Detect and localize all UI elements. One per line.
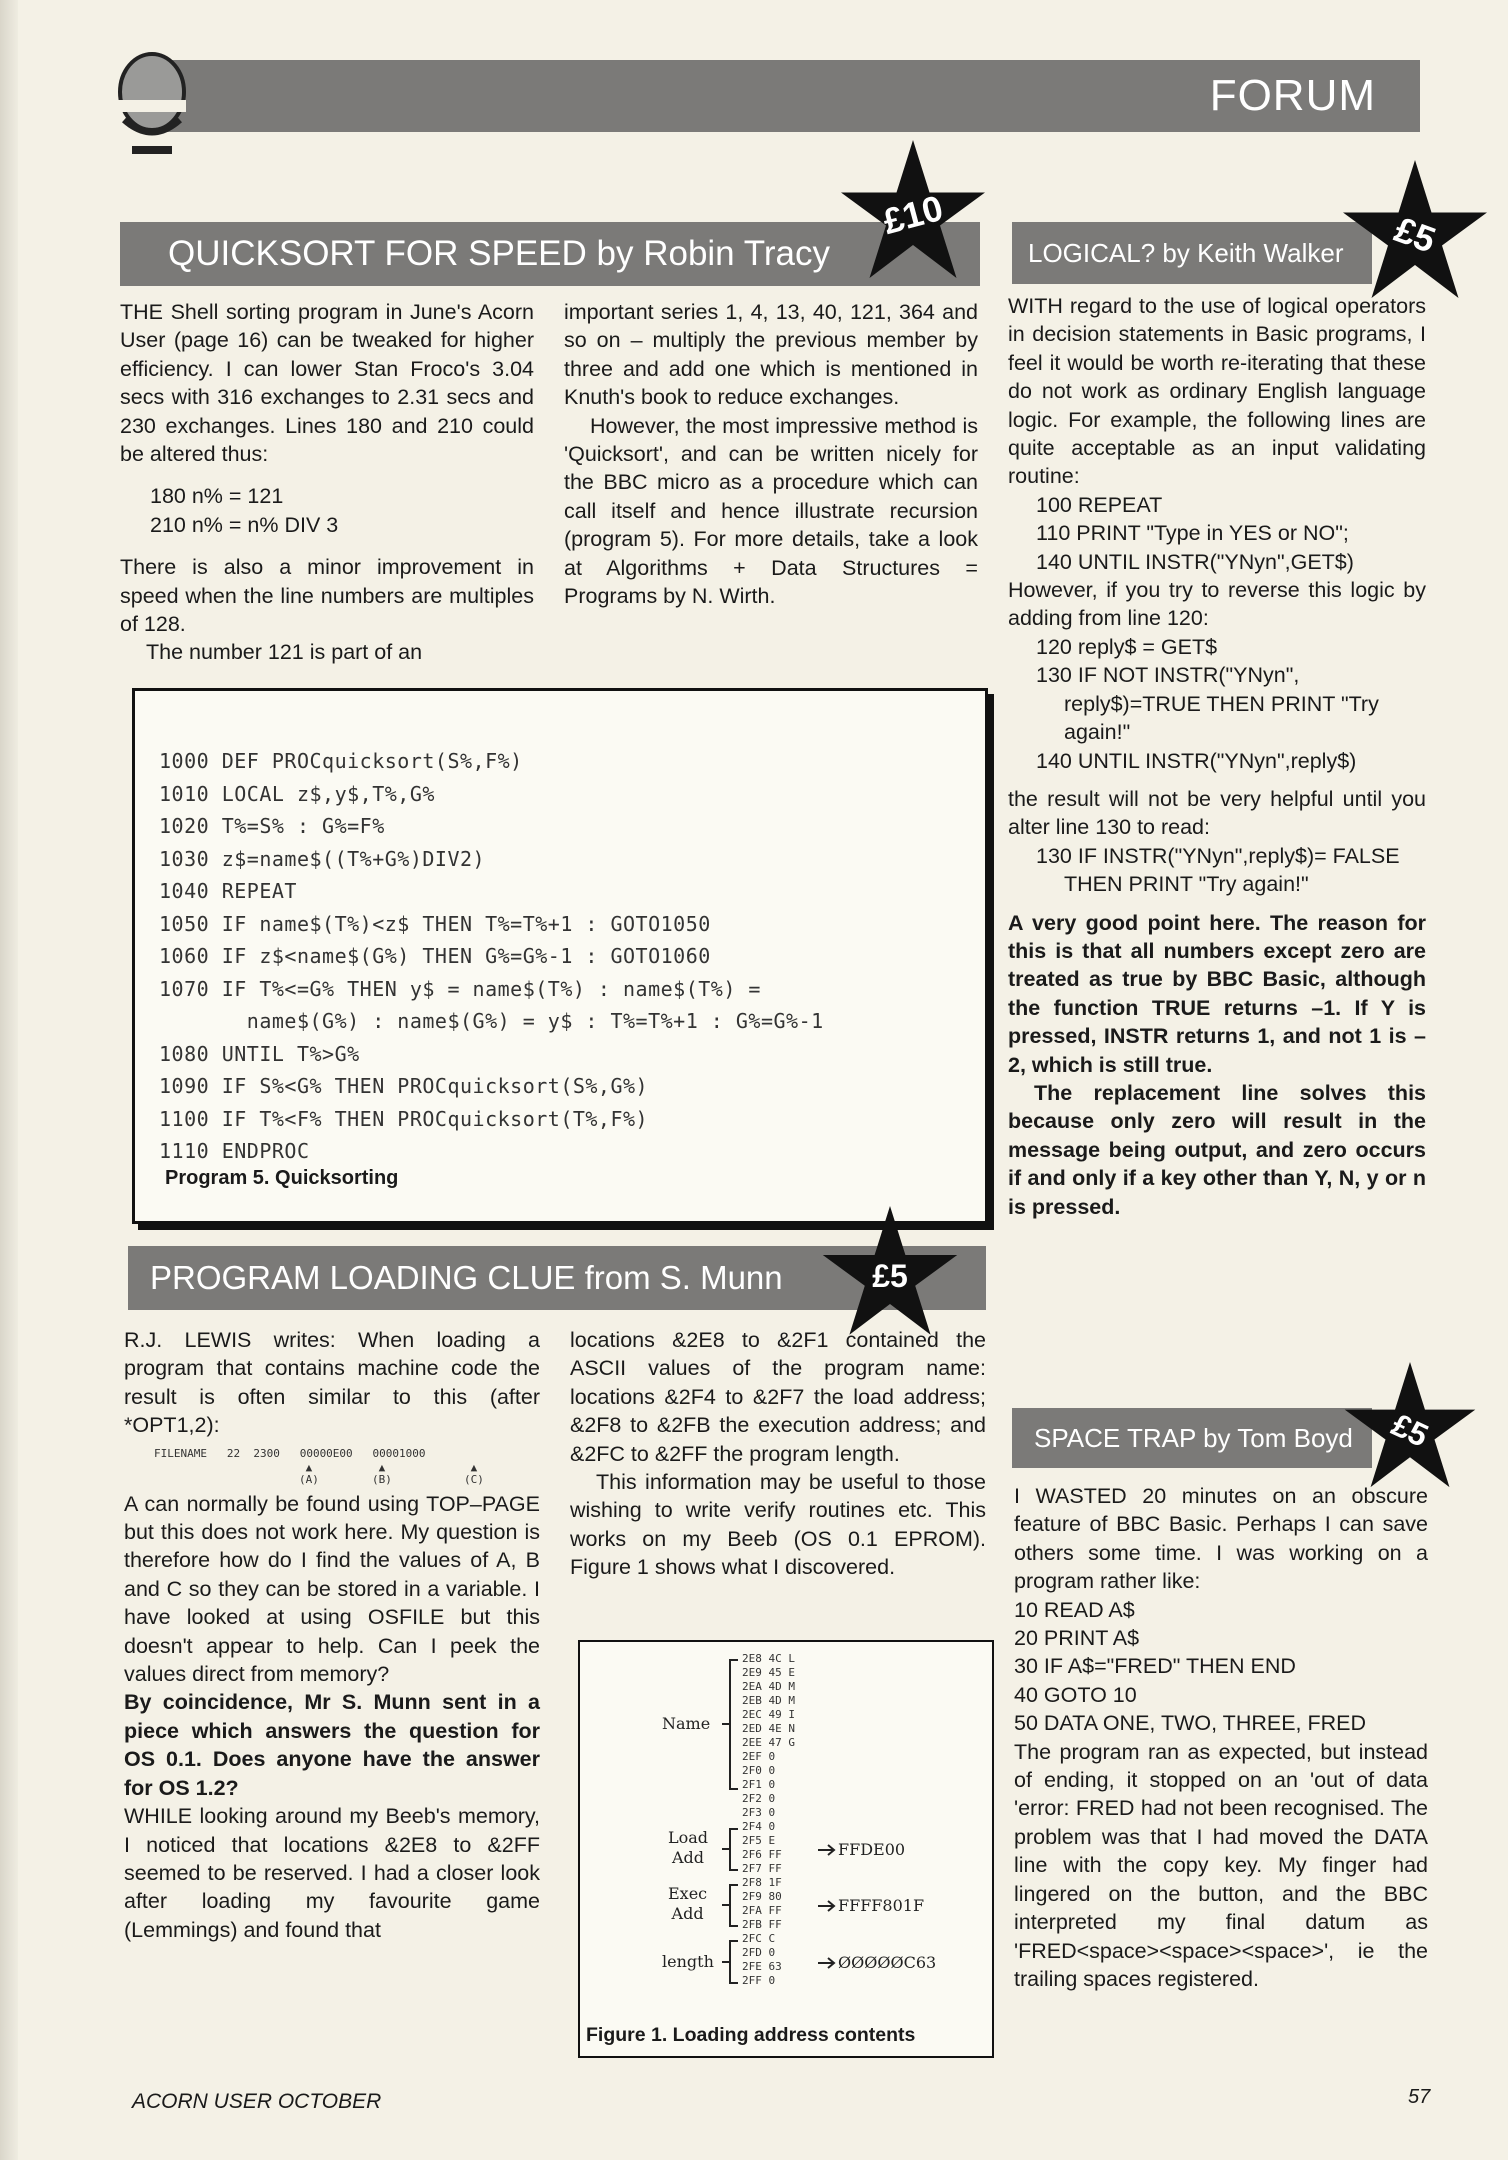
prize-star-5-logical-label: £5 [1389,208,1441,261]
prize-star-5-space-label: £5 [1386,1405,1434,1454]
figure-label-exec: Exec Add [668,1884,708,1923]
listing-line: 1010 LOCAL z$,y$,T%,G% [159,781,435,806]
egg-logo-icon [112,50,192,165]
memory-row: 2EF 0 [742,1750,776,1763]
logical-code-line: 110 PRINT "Type in YES or NO"; [1036,521,1349,546]
figure-value-length: ØØØØØC63 [838,1953,937,1972]
memory-row: 2F3 0 [742,1806,776,1819]
space-code-line: 10 READ A$ [1014,1597,1135,1622]
logical-code-line: 130 IF INSTR("YNyn",reply$)= FALSE THEN PRINT "Try again!" [1036,843,1400,897]
space-code-line: 40 GOTO 10 [1014,1682,1137,1707]
listing-line: 1000 DEF PROCquicksort(S%,F%) [159,749,523,773]
space-p2: The program ran as expected, but instead of ending, it stopped on an 'out of data 'error: FRED had not been recognised. The problem was that I had moved the DATA line with the copy key. My finger had lingered on the button, and the BBC interpreted my final datum as 'FRED<space><space><space>', ie the trailing spaces registered. [1014,1739,1428,1991]
listing-line: name$(G%) : name$(G%) = y$ : T%=T%+1 : G%=G%-1 [159,1009,824,1033]
prize-star-5-loading-label: £5 [872,1257,908,1294]
quicksort-right-p1: important series 1, 4, 13, 40, 121, 364 and so on – multiply the previous member by three and add one which is mentioned in Knuth's book to reduce exchanges. [564,300,978,410]
memory-row: 2F5 E [742,1834,776,1847]
memory-row: 2EC 49 I [742,1708,795,1721]
program-listing [159,745,824,1168]
space-p1: I WASTED 20 minutes on an obscure feature of BBC Basic. Perhaps I can save others some time. I was working on a program rather like: [1014,1484,1428,1594]
listing-line: 1070 IF T%<=G% THEN y$ = name$(T%) : name$(T%) = [159,976,761,1001]
space-code-line: 50 DATA ONE, TWO, THREE, FRED [1014,1711,1367,1736]
loading-left-column [124,1326,540,1944]
memory-row: 2F4 0 [742,1820,776,1833]
prize-star-10 [838,140,988,290]
listing-line: 1090 IF S%<G% THEN PROCquicksort(S%,G%) [159,1074,649,1098]
marker-b: ▲ (B) [372,1460,392,1486]
quicksort-code-line: 210 n% = n% DIV 3 [150,512,339,537]
logical-code-line: 120 reply$ = GET$ [1036,634,1218,659]
memory-row: 2FA FF [742,1904,782,1917]
program-listing-box [132,688,988,1224]
listing-line: 1050 IF name$(T%)<z$ THEN T%=T%+1 : GOTO1050 [159,911,711,936]
memory-row: 2EB 4D M [742,1694,795,1707]
footer-page-number: 57 [1408,2086,1431,2108]
listing-line: 1020 T%=S% : G%=F% [159,814,385,838]
loading-left-p2: A can normally be found using TOP–PAGE but this does not work here. My question is therefore how do I find the values of A, B and C so they can be stored in a variable. I have looked at using OSFILE but this doesn't appear to help. Can I peek the values direct from memory? [124,1491,540,1687]
logical-code-line: 130 IF NOT INSTR("YNyn", reply$)=TRUE THEN PRINT "Try again!" [1036,663,1379,745]
space-column [1014,1482,1428,1993]
logical-column [1008,292,1426,1221]
logical-code-line: 140 UNTIL INSTR("YNyn",reply$) [1036,748,1357,773]
memory-row: 2EA 4D M [742,1680,795,1693]
memory-row: 2FD 0 [742,1946,776,1959]
figure-label-load: Load Add [668,1828,709,1867]
forum-header-bar [142,60,1420,132]
listing-line: 1080 UNTIL T%>G% [159,1041,360,1066]
marker-c: ▲ (C) [464,1460,484,1486]
memory-row: 2FE 63 [742,1960,782,1973]
listing-line: 1060 IF z$<name$(G%) THEN G%=G%-1 : GOTO1060 [159,944,711,968]
space-title-bar [1012,1408,1372,1468]
quicksort-left-p2: There is also a minor improvement in speed when the line numbers are multiples of 128. [120,555,534,637]
memory-row: 2F8 1F [742,1876,782,1889]
loading-right-p2: This information may be useful to those wishing to write verify routines etc. This works on my Beeb (OS 0.1 EPROM). Figure 1 shows what I discovered. [570,1470,986,1580]
filename-line: FILENAME 22 2300 00000E00 00001000 [154,1446,426,1460]
memory-row: 2F1 0 [742,1778,776,1791]
memory-row: 2FF 0 [742,1974,776,1987]
memory-row: 2FB FF [742,1918,782,1931]
quicksort-code-line: 180 n% = 121 [150,484,284,509]
abc-markers [124,1462,540,1490]
marker-a: ▲ (A) [299,1460,319,1486]
figure-value-exec: FFFF801F [838,1896,925,1915]
forum-header-title: FORUM [1209,71,1376,120]
quicksort-title: QUICKSORT FOR SPEED by Robin Tracy [168,234,830,273]
logical-title-bar [1012,222,1372,284]
loading-left-bold: By coincidence, Mr S. Munn sent in a piece which answers the question for OS 0.1. Does anyone have the answer for OS 1.2? [124,1690,540,1800]
quicksort-left-column [120,298,534,667]
space-title: SPACE TRAP by Tom Boyd [1034,1422,1353,1453]
memory-row: 2F2 0 [742,1792,776,1805]
page-binding-shadow [0,0,18,2160]
loading-left-p3: WHILE looking around my Beeb's memory, I noticed that locations &2E8 to &2FF seemed to be reserved. I had a closer look after loading my favourite game (Lemmings) and found that [124,1804,540,1942]
figure-value-load: FFDE00 [838,1840,906,1859]
figure-brackets [580,1642,992,2056]
prize-star-5-space [1342,1362,1478,1498]
memory-row: 2FC C [742,1932,776,1945]
logical-p3: the result will not be very helpful until you alter line 130 to read: [1008,786,1426,840]
memory-row: 2E8 4C L [742,1652,795,1665]
memory-row: 2F7 FF [742,1862,782,1875]
memory-row: 2E9 45 E [742,1666,795,1679]
memory-row: 2F0 0 [742,1764,776,1777]
listing-line: 1040 REPEAT [159,879,297,903]
quicksort-left-p1: THE Shell sorting program in June's Acorn User (page 16) can be tweaked for higher efficiency. I can lower Stan Froco's 3.04 secs with 316 exchanges to 2.31 secs and 230 exchanges. Lines 180 and 210 could be altered thus: [120,300,534,467]
figure-label-length: length [662,1952,714,1971]
loading-right-column [570,1326,986,1582]
logical-code-line: 100 REPEAT [1036,492,1163,517]
listing-line: 1030 z$=name$((T%+G%)DIV2) [159,846,486,871]
listing-line: 1110 ENDPROC [159,1139,310,1163]
loading-left-p1: R.J. LEWIS writes: When loading a program that contains machine code the result is often similar to this (after *OPT1,2): [124,1328,540,1438]
logical-p2: However, if you try to reverse this logic by adding from line 120: [1008,578,1426,631]
logical-answer-2: The replacement line solves this because only zero will result in the message being output, and zero occurs if and only if a key other than Y, N, y or n is pressed. [1008,1080,1426,1219]
logical-code-line: 140 UNTIL INSTR("YNyn",GET$) [1036,549,1354,574]
listing-line: 1100 IF T%<F% THEN PROCquicksort(T%,F%) [159,1106,649,1131]
memory-row: 2ED 4E N [742,1722,795,1735]
memory-row: 2EE 47 G [742,1736,795,1749]
space-code-line: 30 IF A$="FRED" THEN END [1014,1654,1296,1679]
listing-caption: Program 5. Quicksorting [165,1167,399,1189]
memory-row: 2F6 FF [742,1848,782,1861]
prize-star-5-logical [1340,160,1490,310]
quicksort-left-p3: The number 121 is part of an [146,640,423,665]
space-code-line: 20 PRINT A$ [1014,1626,1140,1651]
logical-title: LOGICAL? by Keith Walker [1028,237,1344,268]
logical-p1: WITH regard to the use of logical operators in decision statements in Basic programs, I feel it would be worth re-iterating that these do not work as ordinary English language logic. For example, the following lines are quite acceptable as an input validating routine: [1008,294,1426,489]
memory-row: 2F9 80 [742,1890,782,1903]
prize-star-10-label: £10 [878,186,948,243]
loading-right-p1: locations &2E8 to &2F1 contained the ASCII values of the program name: locations &2F4 to &2F7 the load address; &2F8 to &2FB the execution address; and &2FC to &2FF the program length. [570,1328,986,1466]
logical-answer-1: A very good point here. The reason for this is that all numbers except zero are treated as true by BBC Basic, although the function TRUE returns –1. If Y is pressed, INSTR returns 1, and not 1 is –2, which is still true. [1008,910,1426,1077]
figure-caption: Figure 1. Loading address contents [586,2024,916,2046]
loading-title: PROGRAM LOADING CLUE from S. Munn [150,1259,783,1296]
figure-label-name: Name [662,1714,711,1733]
footer-magazine: ACORN USER OCTOBER [132,2090,382,2113]
figure-1-box [578,1640,994,2058]
quicksort-right-p2: However, the most impressive method is 'Quicksort', and can be written nicely for the BBC micro as a procedure which can call itself and hence illustrate recursion (program 5). For more details, take a look at Algorithms + Data Structures = Programs by N. Wirth. [564,413,978,609]
prize-star-5-loading [820,1206,960,1346]
quicksort-right-column [564,298,978,610]
